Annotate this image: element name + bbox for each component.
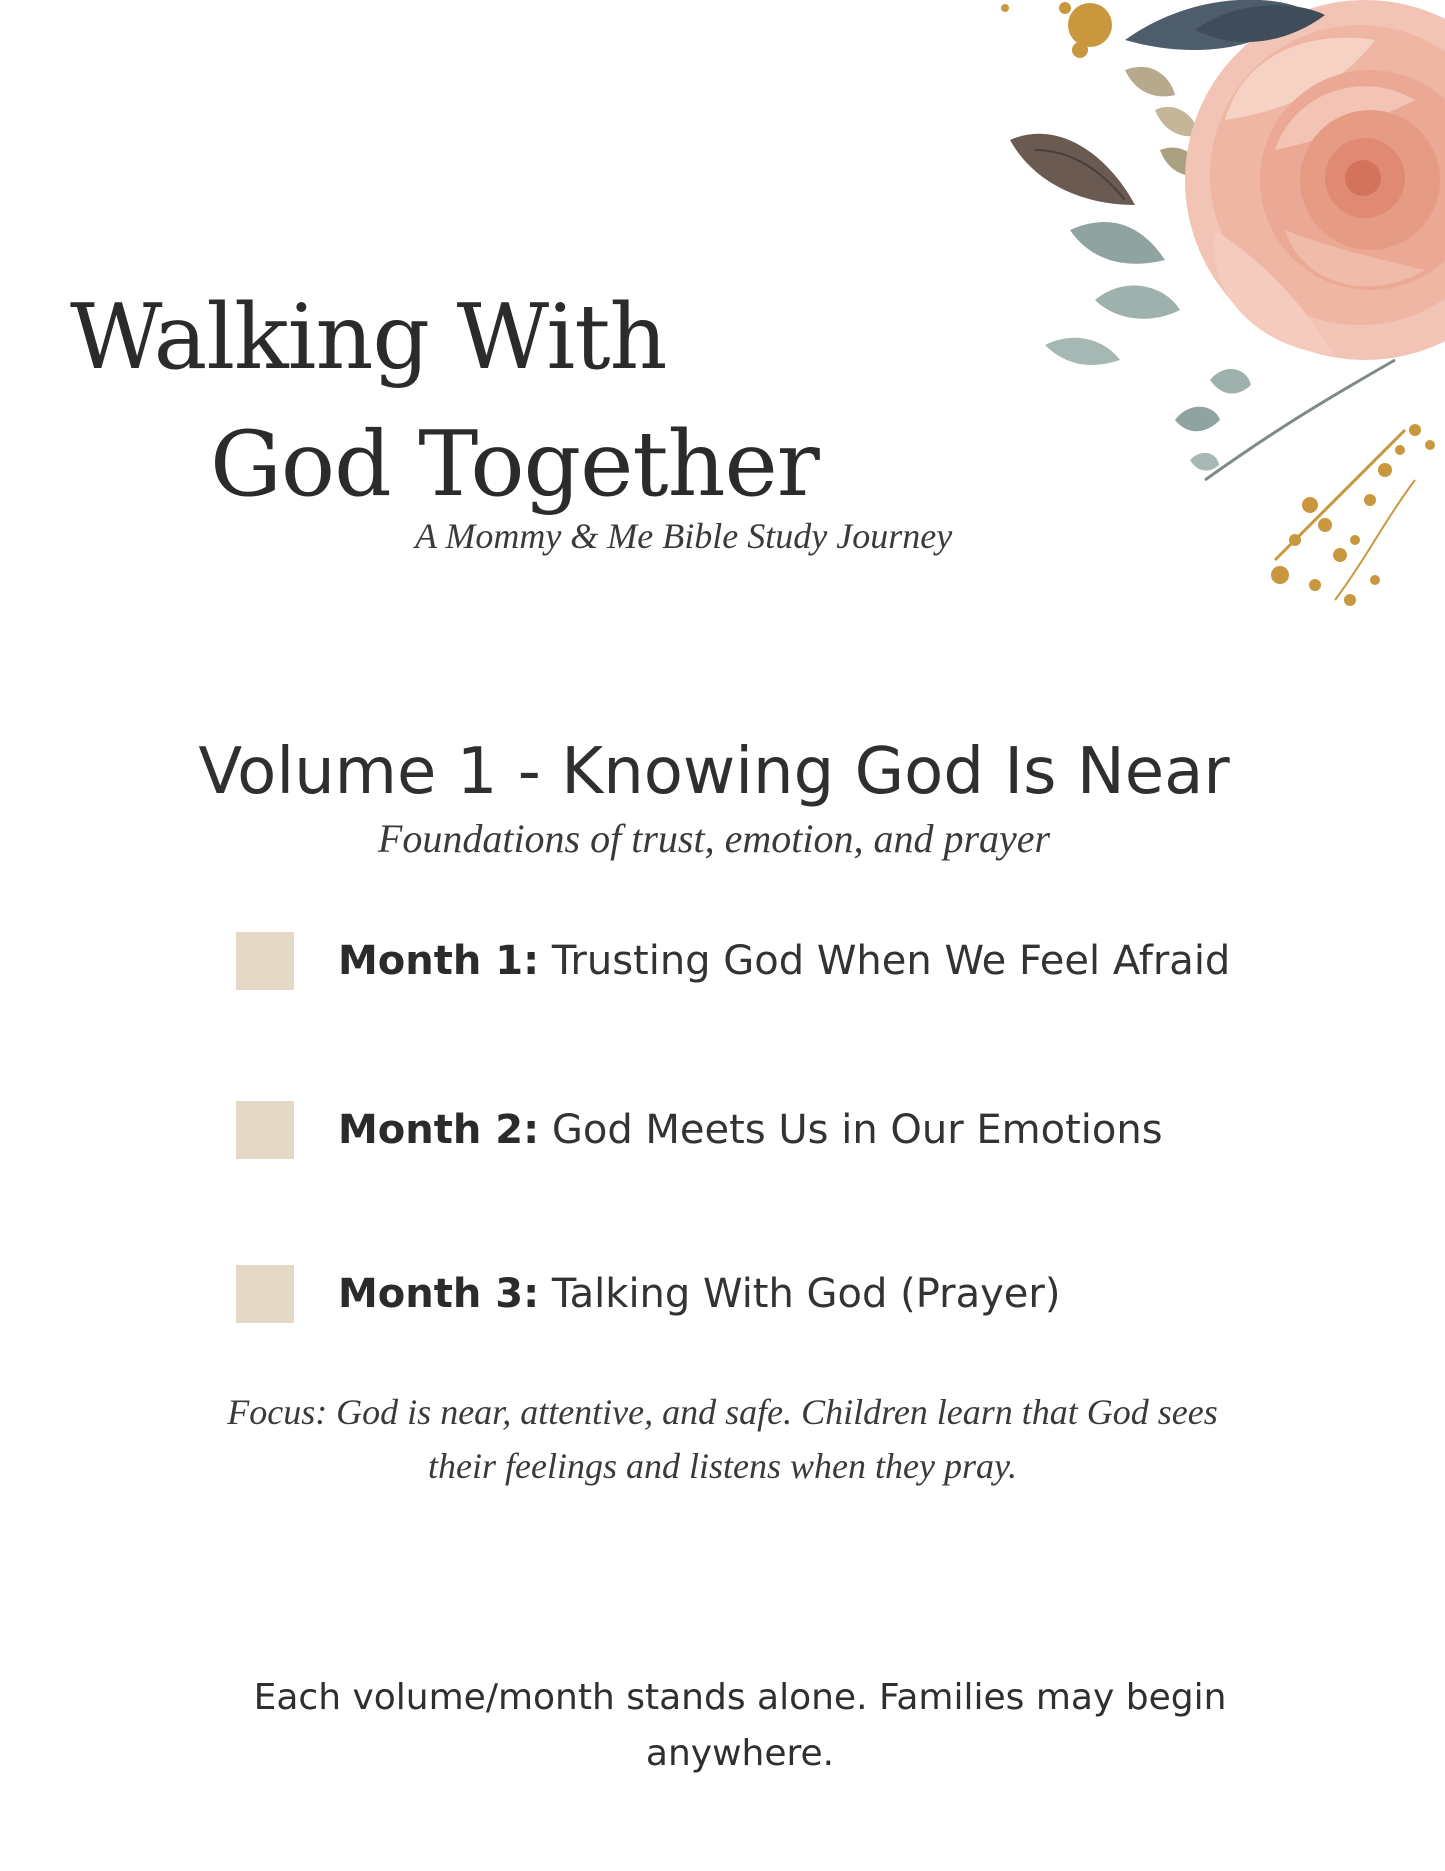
- month-3-text: [338, 1271, 1060, 1317]
- floral-illustration: [975, 0, 1445, 620]
- volume-title: Volume 1 - Knowing God Is Near: [198, 735, 1230, 809]
- volume-subtitle: Foundations of trust, emotion, and prayer: [377, 816, 1051, 861]
- title-line-2: God Together: [210, 412, 819, 517]
- focus-text: Focus: God is near, attentive, and safe. Children learn that God sees their feelings and listens when they pray.: [227, 1392, 1218, 1486]
- footer-note: Each volume/month stands alone. Families may begin anywhere.: [253, 1677, 1227, 1774]
- month-item-1: [236, 932, 1230, 990]
- month-1-checkbox[interactable]: [236, 932, 294, 990]
- month-1-title: Trusting God When We Feel Afraid: [551, 938, 1231, 984]
- month-3-checkbox[interactable]: [236, 1265, 294, 1323]
- peony-flower: [1185, 0, 1445, 360]
- month-2-title: God Meets Us in Our Emotions: [551, 1107, 1163, 1153]
- month-1-label: Month 1:: [338, 938, 540, 984]
- month-1-text: [338, 938, 1230, 984]
- month-item-3: [236, 1265, 1060, 1323]
- month-2-text: [338, 1107, 1163, 1153]
- month-item-2: [236, 1101, 1163, 1159]
- subtitle: A Mommy & Me Bible Study Journey: [415, 516, 953, 556]
- month-2-checkbox[interactable]: [236, 1101, 294, 1159]
- month-3-label: Month 3:: [338, 1271, 540, 1317]
- month-3-title: Talking With God (Prayer): [551, 1271, 1061, 1317]
- month-2-label: Month 2:: [338, 1107, 540, 1153]
- title-line-1: Walking With: [70, 285, 667, 390]
